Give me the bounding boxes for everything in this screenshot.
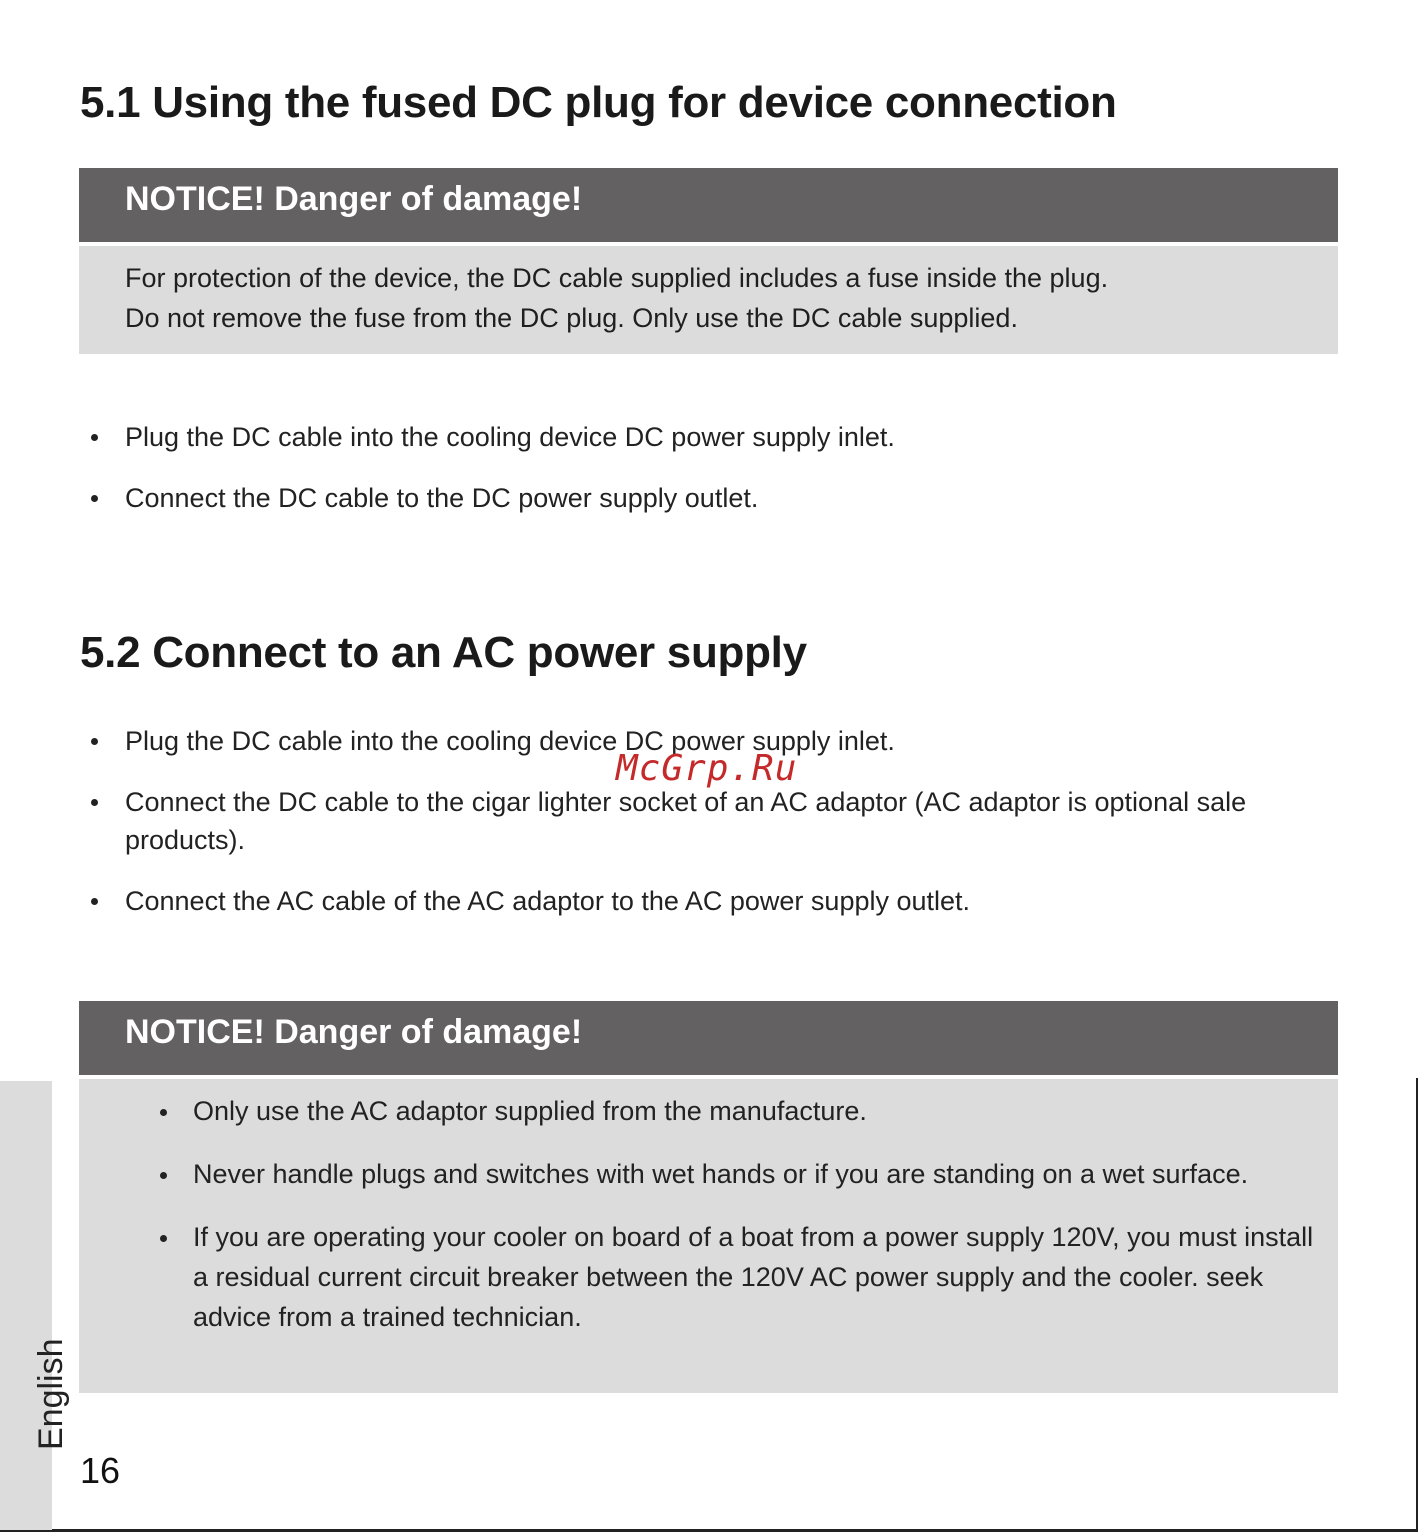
step-text: Connect the DC cable to the DC power supply outlet.	[125, 483, 759, 513]
notice-line: For protection of the device, the DC cable supplied includes a fuse inside the plug.	[125, 263, 1109, 293]
step-text: Connect the AC cable of the AC adaptor to the AC power supply outlet.	[125, 886, 971, 916]
list-item	[79, 1154, 1338, 1194]
bullet-icon	[91, 738, 98, 745]
step-text: Connect the DC cable to the cigar lighter socket of an AC adaptor (AC adaptor is optional sale products).	[125, 787, 1247, 855]
list-item	[79, 1217, 1338, 1337]
step-text: Plug the DC cable into the cooling device DC power supply inlet.	[125, 726, 895, 756]
bullet-icon	[91, 434, 98, 441]
notice-title: NOTICE! Danger of damage!	[79, 1001, 1338, 1075]
page-number: 16	[80, 1450, 121, 1491]
dc-connection-steps	[0, 418, 1418, 540]
notice-box-ac-adaptor	[79, 1001, 1338, 1393]
watermark: McGrp.Ru	[616, 748, 798, 789]
notice-item-text: Never handle plugs and switches with wet hands or if you are standing on a wet surface.	[193, 1159, 1249, 1189]
list-item	[0, 783, 1418, 859]
bullet-icon	[91, 799, 98, 806]
notice-body	[79, 246, 1338, 354]
language-tab	[0, 1081, 52, 1530]
notice-title: NOTICE! Danger of damage!	[79, 168, 1338, 242]
list-item	[0, 882, 1418, 920]
list-item	[0, 418, 1418, 456]
notice-body	[79, 1079, 1338, 1393]
notice-item-text: Only use the AC adaptor supplied from the manufacture.	[193, 1096, 867, 1126]
list-item	[0, 479, 1418, 517]
bullet-icon	[160, 1172, 167, 1179]
notice-box-dc-plug	[79, 168, 1338, 354]
language-label: English	[32, 1338, 70, 1450]
step-text: Plug the DC cable into the cooling device DC power supply inlet.	[125, 422, 895, 452]
section-heading-5-2: 5.2 Connect to an AC power supply	[80, 628, 807, 677]
section-heading-5-1: 5.1 Using the fused DC plug for device connection	[80, 78, 1117, 127]
bullet-icon	[160, 1235, 167, 1242]
bullet-icon	[160, 1109, 167, 1116]
notice-item-text: If you are operating your cooler on board of a boat from a power supply 120V, you must install a residual current circuit breaker between the 120V AC power supply and the cooler. seek advice from a trained technician.	[193, 1222, 1314, 1332]
bullet-icon	[91, 495, 98, 502]
list-item	[79, 1091, 1338, 1131]
notice-line: Do not remove the fuse from the DC plug. Only use the DC cable supplied.	[125, 303, 1018, 333]
bullet-icon	[91, 898, 98, 905]
notice-list	[79, 1091, 1338, 1337]
